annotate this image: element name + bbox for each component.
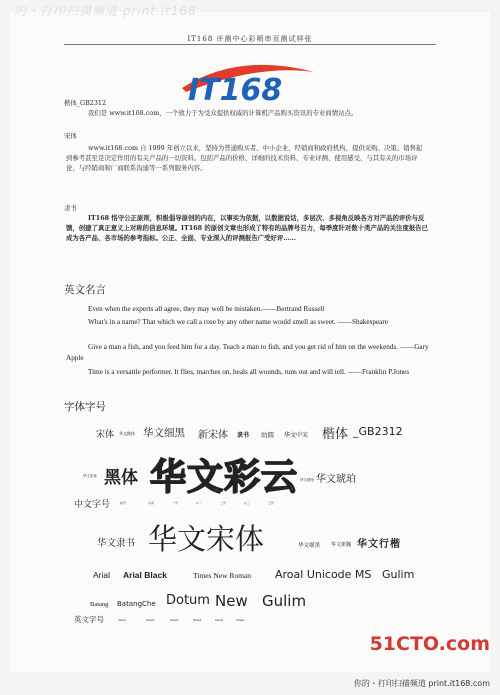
en-size-sample-4: Sizes5	[215, 619, 224, 622]
quote-4: Time is a versatile performer. It flies, marches on, heals all wounds, runs out and will tell. ——Franklin P.Jones	[88, 368, 410, 376]
font-sample-huawen-caiti: 华文彩体	[83, 474, 97, 478]
size-sample-3: 小一	[196, 501, 203, 505]
en-size-sample-0: Sizes1	[118, 619, 127, 622]
font-sample-huawen-zhongsong: 华文中宋	[284, 432, 309, 439]
watermark-top: 的・打印扫描频道 print.it168	[14, 4, 197, 18]
font-sample-batangche: BatangChe	[117, 600, 156, 608]
font-sample-huawen-lishu: 华文隶书	[97, 538, 136, 549]
font-sample-arial-black: Arial Black	[123, 570, 167, 580]
size-sample-4: 二号	[220, 501, 227, 505]
en-size-sample-1: Sizes2	[146, 619, 155, 622]
font-sample-huawen-songti: 华文宋体	[148, 522, 265, 556]
logo-text: IT168	[188, 73, 283, 106]
page-header-title: IT168 评测中心彩喷串页测试样张	[187, 35, 313, 43]
fonts-section-title: 字体字号	[64, 401, 106, 413]
font-sample-huawen-xihei-small: 华文细黑	[298, 543, 321, 549]
watermark-bottom-caption: 你的・打印扫描频道 print.it168.com	[350, 678, 494, 689]
font-sample-youyuan: 幼圆	[261, 431, 274, 439]
size-sample-2: 一号	[172, 501, 179, 505]
watermark-51cto-logo: 51CTO.com	[369, 633, 490, 655]
quote-2: What's in a name? That which we call a rose by any other name would smell as sweet. ——Shakespeare	[88, 318, 388, 326]
english-size-label: 英文字号	[74, 615, 104, 624]
font-sample-huawen-hupo: 华文琥珀	[316, 474, 356, 485]
quote-3: Give a man a fish, and you feed him for a day. Teach a man to fish, and you get rid of him on the weekends. ——Gary Apple	[66, 343, 429, 362]
block1-label: 楷体_GB2312	[64, 99, 107, 107]
size-sample-5: 小二	[244, 501, 251, 505]
font-sample-songti: 宋体	[96, 430, 115, 440]
block3-label: 隶书	[64, 204, 77, 212]
font-sample-huawen-xinwei: 华文新魏	[331, 542, 352, 548]
font-sample-gulim: Gulim	[382, 568, 415, 581]
font-sample-heiti: 黑体	[104, 468, 138, 488]
it168-logo	[178, 58, 318, 106]
en-size-sample-5: Sizes6	[236, 619, 245, 622]
font-sample-dotum: Dotum	[166, 593, 210, 608]
font-sample-huawen-hupo-small: 华文琥珀	[300, 478, 314, 482]
font-sample-huawen-kaiti: 华文楷体	[119, 431, 135, 436]
font-sample-lishu: 隶书	[237, 432, 250, 439]
font-sample-xinsongti: 新宋体	[198, 430, 228, 441]
font-sample-gulim-large: Gulim	[262, 592, 307, 610]
font-sample-gb2312: _GB2312	[353, 425, 403, 438]
font-sample-huawen-xihei: 华文细黑	[143, 427, 185, 439]
block2-label: 宋体	[64, 132, 77, 140]
quotes-section-title: 英文名言	[64, 284, 106, 296]
font-sample-times: Times New Roman	[193, 571, 252, 580]
block2-text: www.it168.com 自 1999 年创立以来，坚持为普通购买者、中小企业、经销商和政府机构，提供采购、决策、销售起到参考甚至是决定作用的有关产品的一切资料。包括产品的价格、详细的技术资料、专业评测、使用感受、与其有关的市场评论、与经销商和厂商联系沟通等一系列服务内容。	[66, 144, 423, 172]
font-sample-arial-unicode: Aroal Unicode MS	[275, 568, 372, 581]
en-size-sample-3: Sizes4	[193, 619, 202, 622]
chinese-size-label: 中文字号	[74, 500, 111, 510]
logo-swoosh-icon	[178, 58, 318, 106]
font-sample-kaiti: 楷体	[322, 427, 349, 442]
size-sample-1: 小初	[148, 501, 155, 505]
font-sample-huawen-xingkai: 华文行楷	[357, 539, 401, 550]
font-sample-new: New	[215, 592, 248, 610]
font-sample-arial: Arial	[93, 570, 111, 580]
quote-1: Even when the experts all agree, they may well be mistaken.——Bertrand Russell	[88, 305, 325, 313]
en-size-sample-2: Sizes3	[170, 619, 179, 622]
size-sample-0: 初号	[120, 501, 127, 505]
size-sample-6: 三号	[268, 501, 275, 505]
header-divider	[64, 44, 436, 45]
block1-text: 我们是 www.it168.com，一个致力于为受众提供权威的计算机产品购买资讯的专业商情站点。	[88, 109, 358, 117]
block3-text: IT168 恪守公正原则，积极倡导原创的内在，以事实为依据，以数据说话，多层次、多视角反映各方对产品的评价与反馈，创建了真正意义上对称的信息环境。IT168 的原创文章也形成了特有的品牌号召力，每季度针对数十类产品的关注度报告已成为各产品、各市场的参考指标。公正、全面、专业深入的评测报告广受好评……	[66, 214, 429, 242]
font-sample-huawen-caiyun: 华文彩云	[150, 457, 299, 498]
font-sample-batang: Batang	[90, 601, 109, 608]
